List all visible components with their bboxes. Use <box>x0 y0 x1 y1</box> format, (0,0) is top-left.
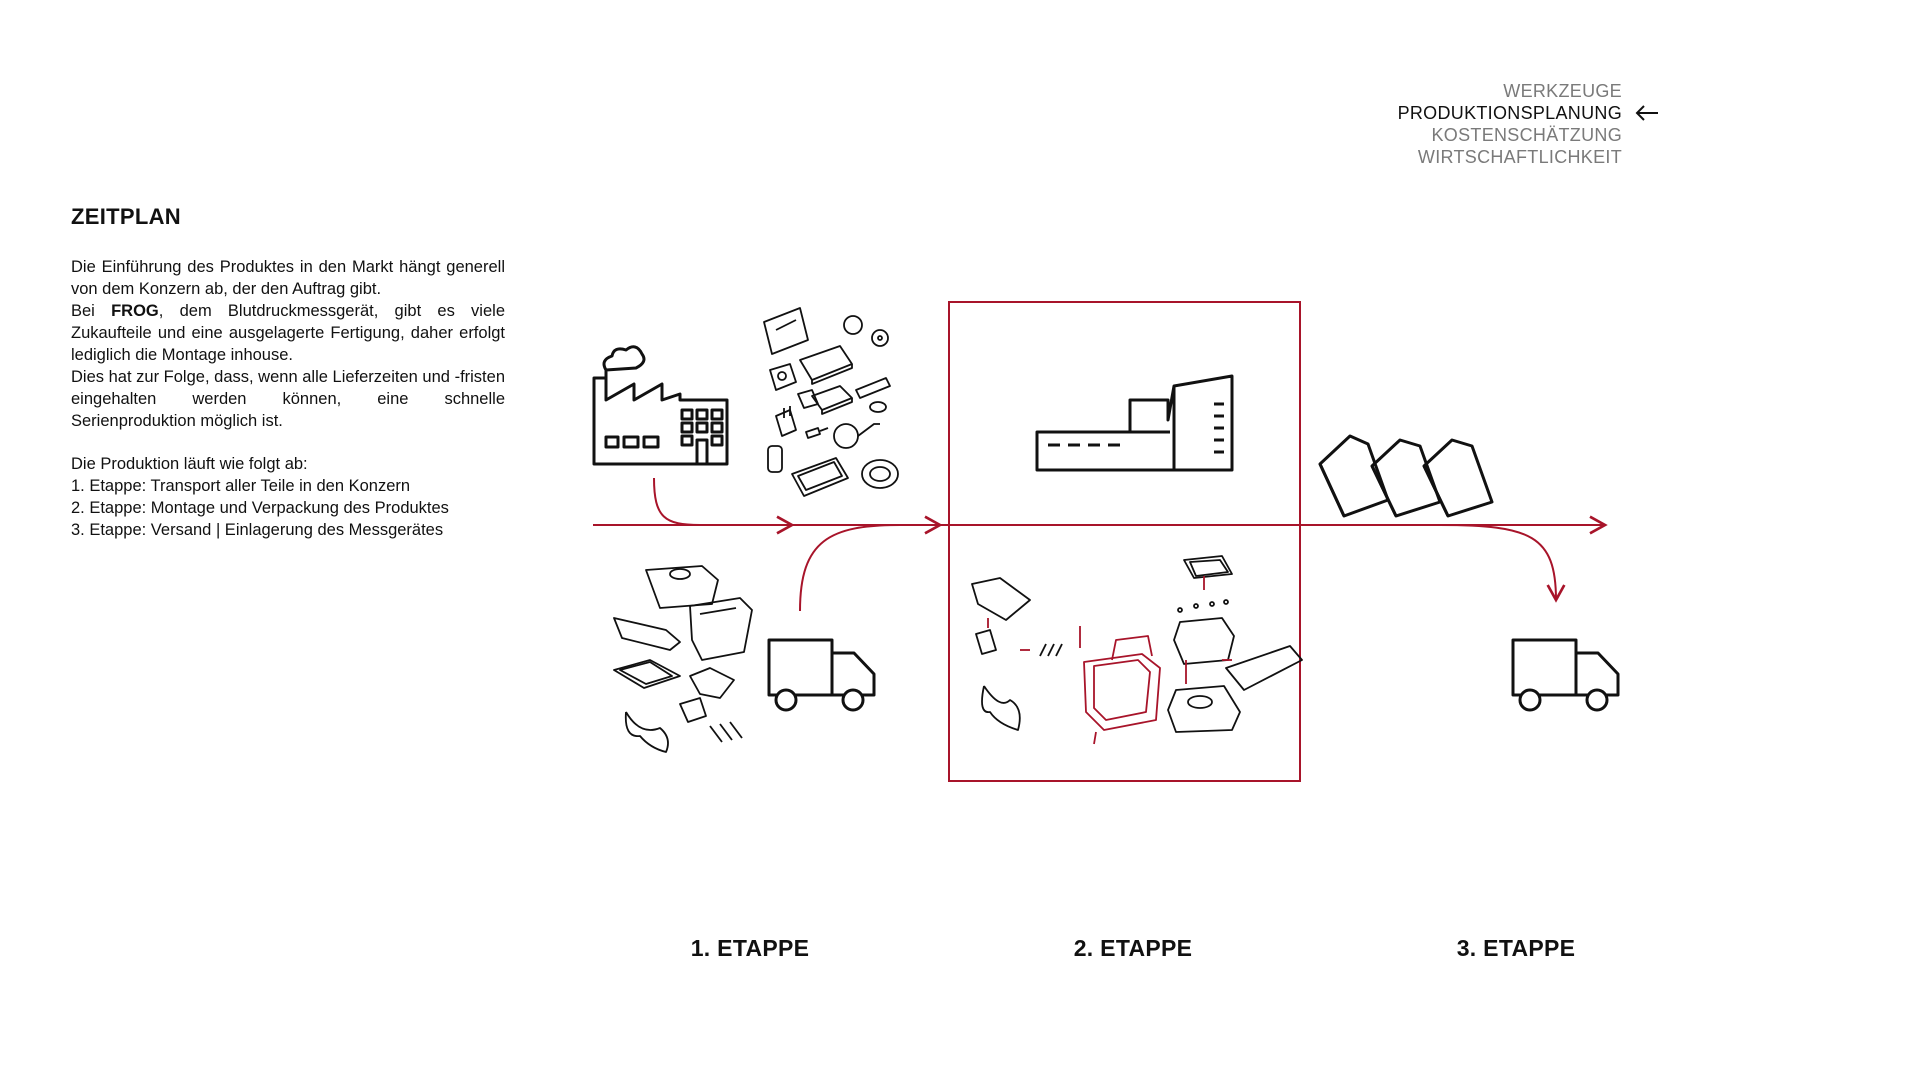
stage-label-1: 1. ETAPPE <box>690 935 810 961</box>
electronic-parts-icon <box>764 308 898 496</box>
stage-2-frame <box>949 302 1300 781</box>
intro-text-prefix: Bei <box>71 302 112 320</box>
factory-flow-curve <box>654 478 700 525</box>
nav-item-produktionsplanung[interactable]: PRODUKTIONSPLANUNG <box>1397 103 1622 123</box>
step-item-1: 1. Etappe: Transport aller Teile in den Konzern <box>71 477 411 495</box>
stage-label-3: 3. ETAPPE <box>1456 935 1576 961</box>
truck-flow-curve <box>800 525 900 611</box>
assembly-exploded-icon <box>972 556 1302 744</box>
step-item-3: 3. Etappe: Versand | Einlagerung des Messgerätes <box>71 521 444 539</box>
stage-label-2: 2. ETAPPE <box>1073 935 1193 961</box>
nav-item-kostenschaetzung[interactable]: KOSTENSCHÄTZUNG <box>1431 125 1622 145</box>
truck-icon-stage-1 <box>769 640 874 710</box>
intro-paragraph-1: Die Einführung des Produktes in den Markt hängt generell von dem Konzern ab, der den Auftrag gibt. <box>71 258 505 298</box>
shipping-flow-curve <box>1440 525 1556 600</box>
intro-paragraph-3: Dies hat zur Folge, dass, wenn alle Lieferzeiten und -fristen eingehalten werden können, eine schnelle Serienproduktion möglich ist. <box>71 368 505 430</box>
page-title: ZEITPLAN <box>71 204 181 229</box>
packaging-boxes-icon <box>1320 436 1492 516</box>
production-hall-icon <box>1037 376 1232 470</box>
truck-icon-stage-3 <box>1513 640 1618 710</box>
step-item-2: 2. Etappe: Montage und Verpackung des Produktes <box>71 499 449 517</box>
intro-text-suffix: , dem Blutdruckmessgerät, gibt es viele Zukaufteile und eine ausgelagerte Fertigung, daher erfolgt lediglich die Montage inhouse. <box>71 302 505 364</box>
nav-item-wirtschaftlichkeit[interactable]: WIRTSCHAFTLICHKEIT <box>1417 147 1622 167</box>
nav-item-werkzeuge[interactable]: WERKZEUGE <box>1503 81 1622 101</box>
steps-intro: Die Produktion läuft wie folgt ab: <box>71 455 308 473</box>
product-name: FROG <box>111 302 159 320</box>
housing-parts-icon <box>614 566 752 752</box>
factory-icon <box>594 347 727 464</box>
